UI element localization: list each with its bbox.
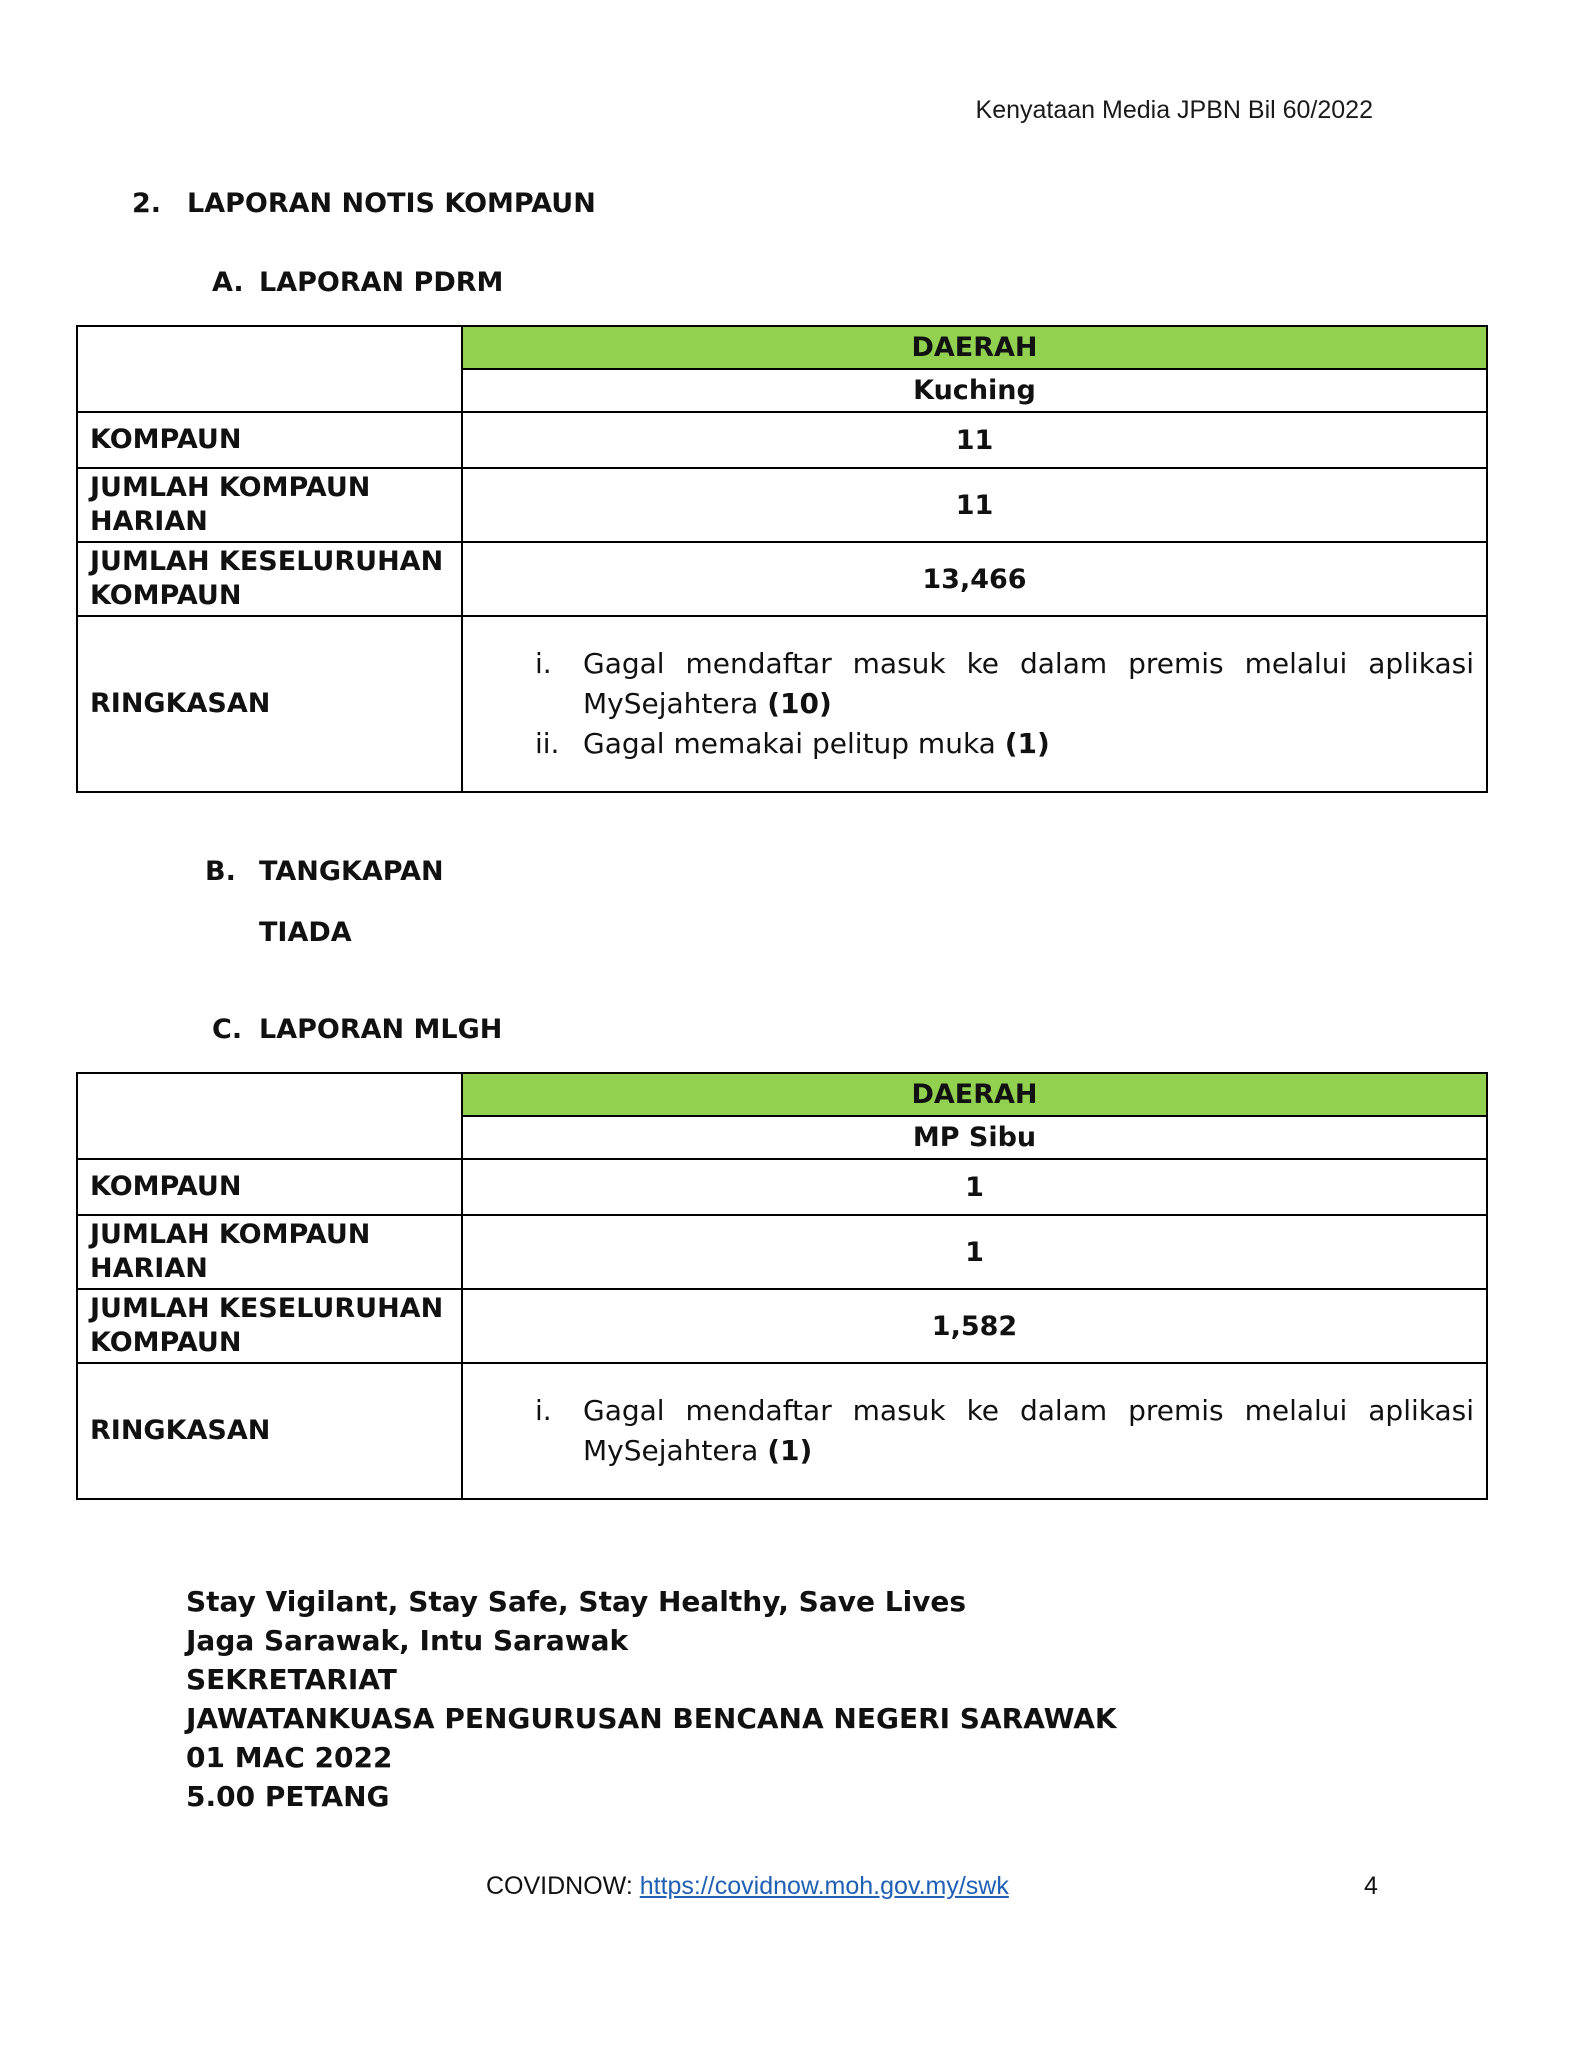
item-number: i.: [535, 647, 552, 680]
jumlah-harian-label: [77, 468, 462, 542]
pdrm-letter: A.: [212, 267, 244, 298]
label-line: HARIAN: [90, 1253, 208, 1284]
jumlah-harian-label: [77, 1215, 462, 1289]
jumlah-keseluruhan-value: 1,582: [462, 1289, 1487, 1363]
slogan-line: Jaga Sarawak, Intu Sarawak: [186, 1624, 629, 1657]
table-corner-cell: [77, 1073, 462, 1159]
ringkasan-cell: [462, 1363, 1487, 1499]
pdrm-table: [76, 325, 1488, 793]
list-item: [523, 644, 1474, 724]
summary-list: [475, 1391, 1474, 1471]
closing-block: [186, 1582, 1117, 1816]
mlgh-heading: [212, 1014, 502, 1045]
mlgh-table: [76, 1072, 1488, 1500]
jumlah-harian-value: 1: [462, 1215, 1487, 1289]
section-heading: [132, 188, 596, 219]
ringkasan-cell: [462, 616, 1487, 792]
tangkapan-letter: B.: [205, 856, 236, 887]
ringkasan-label: RINGKASAN: [77, 616, 462, 792]
ringkasan-label: RINGKASAN: [77, 1363, 462, 1499]
item-text: [583, 644, 1474, 724]
kompaun-value: 1: [462, 1159, 1487, 1215]
pdrm-heading: [212, 267, 503, 298]
district-name: Kuching: [462, 369, 1487, 412]
footer-label: COVIDNOW:: [486, 1872, 640, 1900]
label-line: JUMLAH KOMPAUN: [90, 472, 371, 503]
daerah-header: DAERAH: [462, 1073, 1487, 1116]
jumlah-harian-value: 11: [462, 468, 1487, 542]
label-line: JUMLAH KESELURUHAN: [90, 1293, 444, 1324]
kompaun-value: 11: [462, 412, 1487, 468]
section-number: 2.: [132, 188, 162, 219]
tangkapan-heading: [205, 856, 444, 887]
table-corner-cell: [77, 326, 462, 412]
item-text: [583, 724, 1474, 764]
slogan-line: Stay Vigilant, Stay Safe, Stay Healthy, Save Lives: [186, 1585, 967, 1618]
covidnow-link[interactable]: https://covidnow.moh.gov.my/swk: [639, 1872, 1009, 1900]
item-desc: Gagal memakai pelitup muka: [583, 727, 996, 760]
section-title: LAPORAN NOTIS KOMPAUN: [187, 188, 596, 219]
item-count: (1): [767, 1434, 813, 1467]
kompaun-label: KOMPAUN: [77, 412, 462, 468]
mlgh-letter: C.: [212, 1014, 243, 1045]
item-text: [583, 1391, 1474, 1471]
page-number: 4: [1364, 1872, 1378, 1900]
kompaun-label: KOMPAUN: [77, 1159, 462, 1215]
label-line: KOMPAUN: [90, 580, 242, 611]
footer: [486, 1872, 1009, 1901]
label-line: HARIAN: [90, 506, 208, 537]
item-number: ii.: [535, 727, 560, 760]
pdrm-title: LAPORAN PDRM: [259, 267, 504, 298]
tangkapan-value: TIADA: [259, 917, 352, 948]
item-desc: Gagal mendaftar masuk ke dalam premis melalui aplikasi MySejahtera: [583, 1394, 1474, 1467]
date-line: 01 MAC 2022: [186, 1741, 393, 1774]
item-number: i.: [535, 1394, 552, 1427]
tangkapan-title: TANGKAPAN: [259, 856, 444, 887]
secretariat-line: SEKRETARIAT: [186, 1663, 397, 1696]
daerah-header: DAERAH: [462, 326, 1487, 369]
label-line: KOMPAUN: [90, 1327, 242, 1358]
summary-list: [475, 644, 1474, 764]
label-line: JUMLAH KOMPAUN: [90, 1219, 371, 1250]
document-reference: Kenyataan Media JPBN Bil 60/2022: [975, 96, 1373, 124]
committee-line: JAWATANKUASA PENGURUSAN BENCANA NEGERI SARAWAK: [186, 1702, 1117, 1735]
mlgh-title: LAPORAN MLGH: [259, 1014, 503, 1045]
jumlah-keseluruhan-value: 13,466: [462, 542, 1487, 616]
district-name: MP Sibu: [462, 1116, 1487, 1159]
jumlah-keseluruhan-label: [77, 1289, 462, 1363]
item-count: (1): [1004, 727, 1050, 760]
list-item: [523, 724, 1474, 764]
list-item: [523, 1391, 1474, 1471]
time-line: 5.00 PETANG: [186, 1780, 390, 1813]
label-line: JUMLAH KESELURUHAN: [90, 546, 444, 577]
jumlah-keseluruhan-label: [77, 542, 462, 616]
item-desc: Gagal mendaftar masuk ke dalam premis melalui aplikasi MySejahtera: [583, 647, 1474, 720]
item-count: (10): [767, 687, 832, 720]
